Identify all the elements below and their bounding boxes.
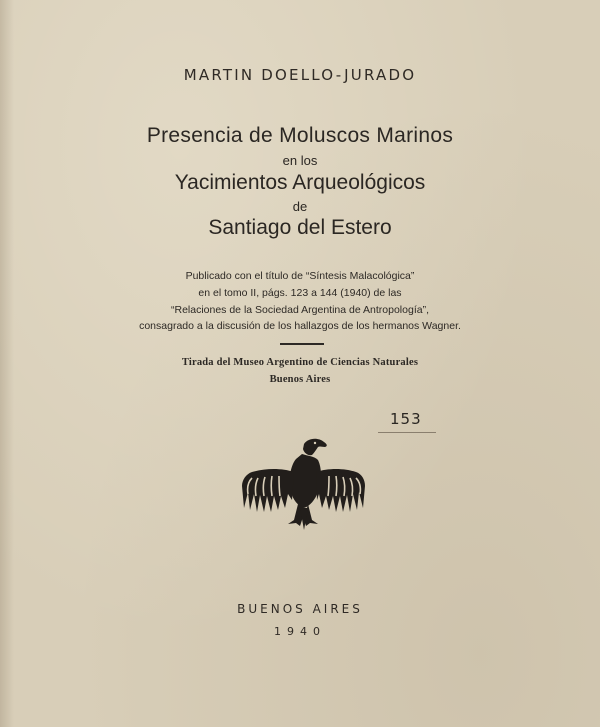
tirada-line-1: Tirada del Museo Argentino de Ciencias Naturales [181, 357, 419, 368]
eagle-emblem-icon [238, 434, 368, 534]
publication-note-line-2: en el tomo II, págs. 123 a 144 (1940) de las [198, 287, 402, 299]
imprint-city: BUENOS AIRES [237, 602, 363, 616]
title-line-1: Presencia de Moluscos Marinos [146, 124, 454, 147]
section-divider [280, 343, 324, 345]
catalog-number: 153 [390, 410, 422, 428]
catalog-number-underline [378, 432, 436, 433]
title-line-2: en los [282, 153, 318, 168]
title-line-3: Yacimientos Arqueológicos [174, 171, 426, 194]
publication-note-line-1: Publicado con el título de “Síntesis Malacológica” [185, 270, 415, 282]
author-name: MARTIN DOELLO-JURADO [183, 66, 417, 84]
tirada-line-2: Buenos Aires [269, 374, 331, 385]
publication-note-line-3: “Relaciones de la Sociedad Argentina de Antropología”, [170, 304, 429, 316]
title-line-4: de [292, 199, 308, 214]
title-line-5: Santiago del Estero [208, 216, 392, 239]
publication-note-line-4: consagrado a la discusión de los hallazgos de los hermanos Wagner. [139, 320, 461, 332]
imprint-year: 1940 [274, 625, 326, 638]
